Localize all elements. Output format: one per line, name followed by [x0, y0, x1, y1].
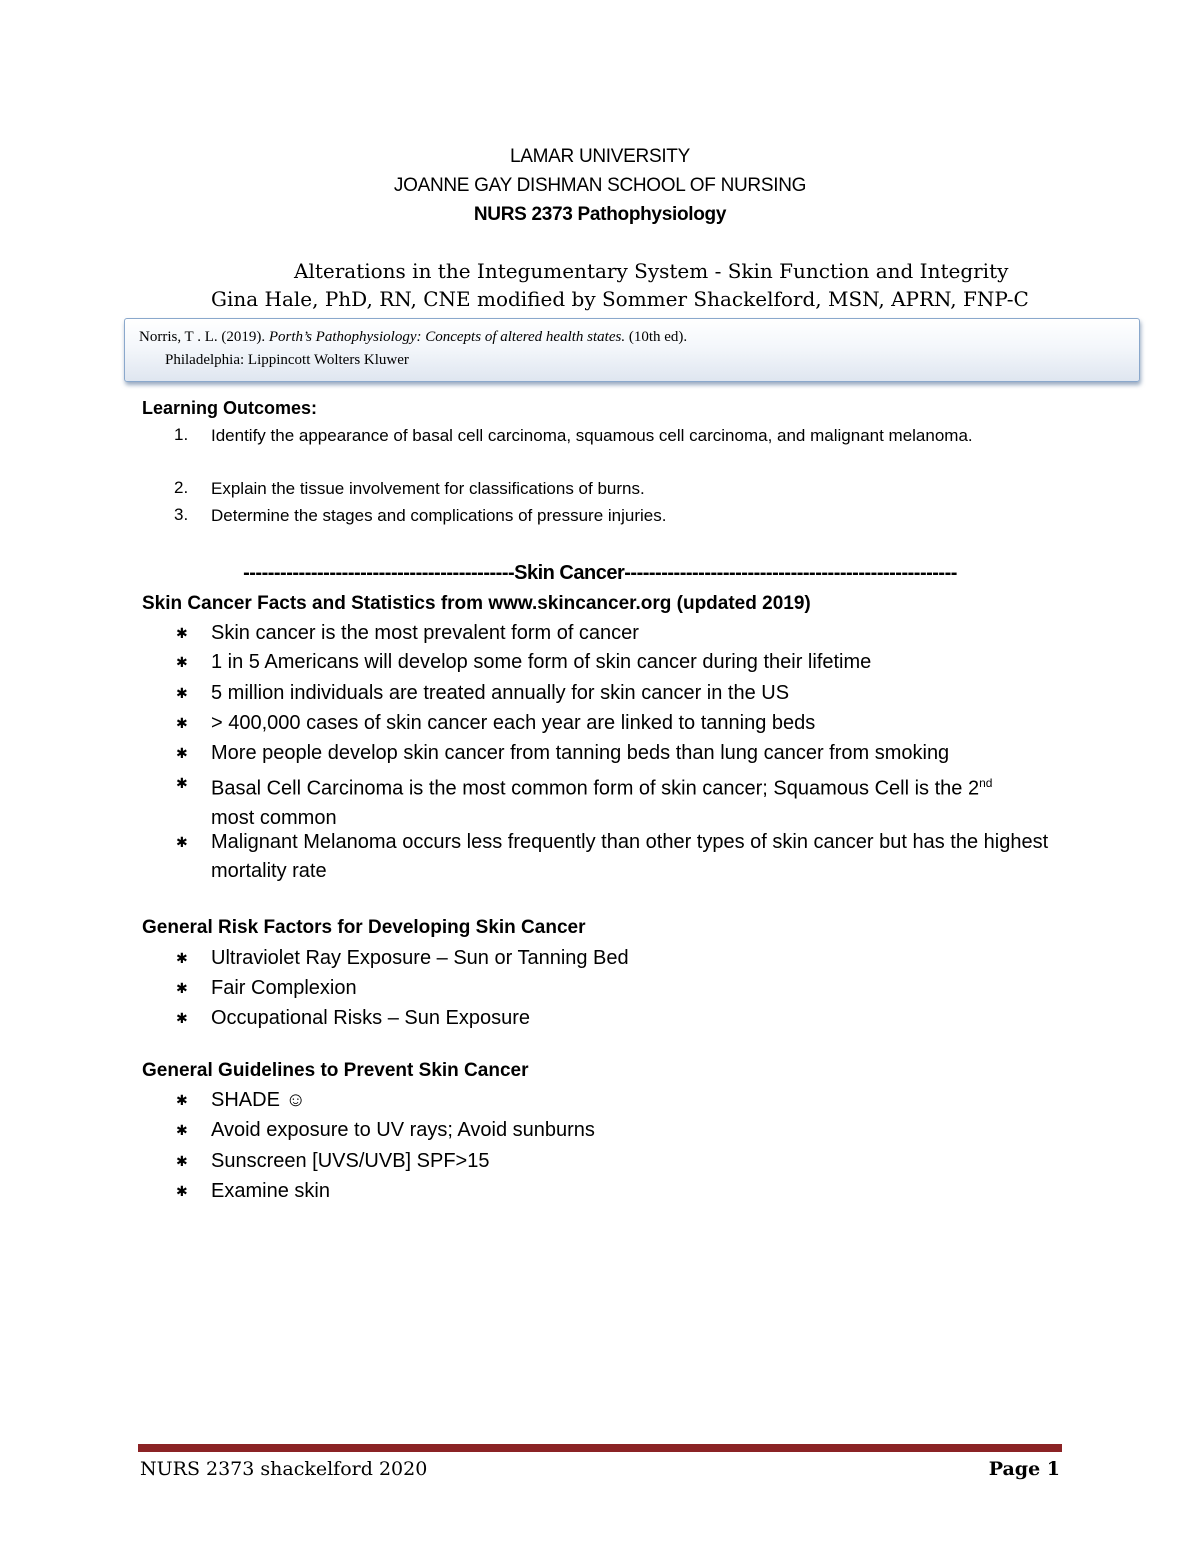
risk-factors-heading: General Risk Factors for Developing Skin Cancer [142, 917, 586, 938]
facts-heading: Skin Cancer Facts and Statistics from www.skincancer.org (updated 2019) [142, 593, 811, 614]
bullet-icon: ✱ [176, 685, 188, 701]
bullet-icon: ✱ [176, 1010, 188, 1026]
citation-author-year: Norris, T . L. (2019). [139, 329, 266, 345]
author-line: Gina Hale, PhD, RN, CNE modified by Sommer Shackelford, MSN, APRN, FNP-C [211, 287, 1029, 311]
guidelines-heading: General Guidelines to Prevent Skin Cancer [142, 1060, 529, 1081]
list-item-text: Ultraviolet Ray Exposure – Sun or Tanning Bed [211, 947, 629, 969]
bullet-icon: ✱ [176, 1092, 188, 1108]
outcome-text: Explain the tissue involvement for classifications of burns. [211, 479, 645, 498]
topic-title: Alterations in the Integumentary System - Skin Function and Integrity [294, 259, 1009, 283]
list-item-text-part: Basal Cell Carcinoma is the most common form of skin cancer; Squamous Cell is the 2 [211, 777, 980, 800]
list-item-text: Fair Complexion [211, 977, 357, 999]
bullet-icon: ✱ [176, 980, 188, 996]
outcome-number: 2. [174, 478, 189, 497]
section-divider [0, 562, 1200, 585]
school-name: JOANNE GAY DISHMAN SCHOOL OF NURSING [393, 175, 807, 196]
list-item-text: > 400,000 cases of skin cancer each year are linked to tanning beds [211, 712, 816, 734]
citation-book-title: Porth’s Pathophysiology: Concepts of altered health states. [268, 329, 626, 345]
list-item-text: Malignant Melanoma occurs less frequently than other types of skin cancer but has the highest mortality rate [211, 831, 1049, 882]
list-item-text: Occupational Risks – Sun Exposure [211, 1007, 531, 1029]
list-item-text: Examine skin [211, 1180, 330, 1202]
list-item-text: 1 in 5 Americans will develop some form of skin cancer during their lifetime [211, 651, 872, 673]
citation-publisher: Philadelphia: Lippincott Wolters Kluwer [165, 352, 409, 368]
list-item-text [211, 769, 1061, 833]
bullet-icon: ✱ [176, 625, 188, 641]
outcome-text: Determine the stages and complications of pressure injuries. [211, 506, 667, 525]
divider-label: Skin Cancer [514, 562, 625, 584]
bullet-icon: ✱ [176, 745, 188, 761]
bullet-icon: ✱ [176, 950, 188, 966]
list-item-text: Skin cancer is the most prevalent form of cancer [211, 622, 639, 644]
outcome-text: Identify the appearance of basal cell carcinoma, squamous cell carcinoma, and malignant melanoma. [211, 426, 973, 445]
list-item-text: 5 million individuals are treated annually for skin cancer in the US [211, 682, 790, 704]
ordinal-suffix: nd [979, 776, 993, 790]
citation-edition: (10th ed). [628, 329, 688, 345]
list-item-text-part: most common [211, 806, 337, 829]
citation-line-1 [139, 329, 687, 346]
learning-outcomes-heading: Learning Outcomes: [142, 398, 318, 418]
list-item-text: More people develop skin cancer from tanning beds than lung cancer from smoking [211, 742, 950, 764]
list-item-text: Sunscreen [UVS/UVB] SPF>15 [211, 1150, 490, 1172]
footer-course: NURS 2373 shackelford 2020 [140, 1458, 428, 1480]
list-item-text: Avoid exposure to UV rays; Avoid sunburns [211, 1119, 595, 1141]
divider-dashes-right: ------------------------------------------------------ [624, 562, 957, 584]
university-name: LAMAR UNIVERSITY [510, 146, 690, 167]
citation-box [124, 318, 1140, 382]
bullet-icon: ✱ [176, 654, 188, 670]
bullet-icon: ✱ [176, 834, 188, 850]
bullet-icon: ✱ [176, 715, 188, 731]
list-item-text: SHADE ☺ [211, 1089, 306, 1111]
bullet-icon: ✱ [176, 1183, 188, 1199]
divider-dashes-left: -------------------------------------------- [243, 562, 515, 584]
page-number: Page 1 [988, 1458, 1060, 1480]
bullet-icon: ✱ [176, 775, 188, 791]
outcome-number: 1. [174, 425, 189, 444]
bullet-icon: ✱ [176, 1122, 188, 1138]
outcome-number: 3. [174, 505, 189, 524]
bullet-icon: ✱ [176, 1153, 188, 1169]
course-title: NURS 2373 Pathophysiology [473, 204, 727, 225]
footer-rule [138, 1444, 1062, 1452]
